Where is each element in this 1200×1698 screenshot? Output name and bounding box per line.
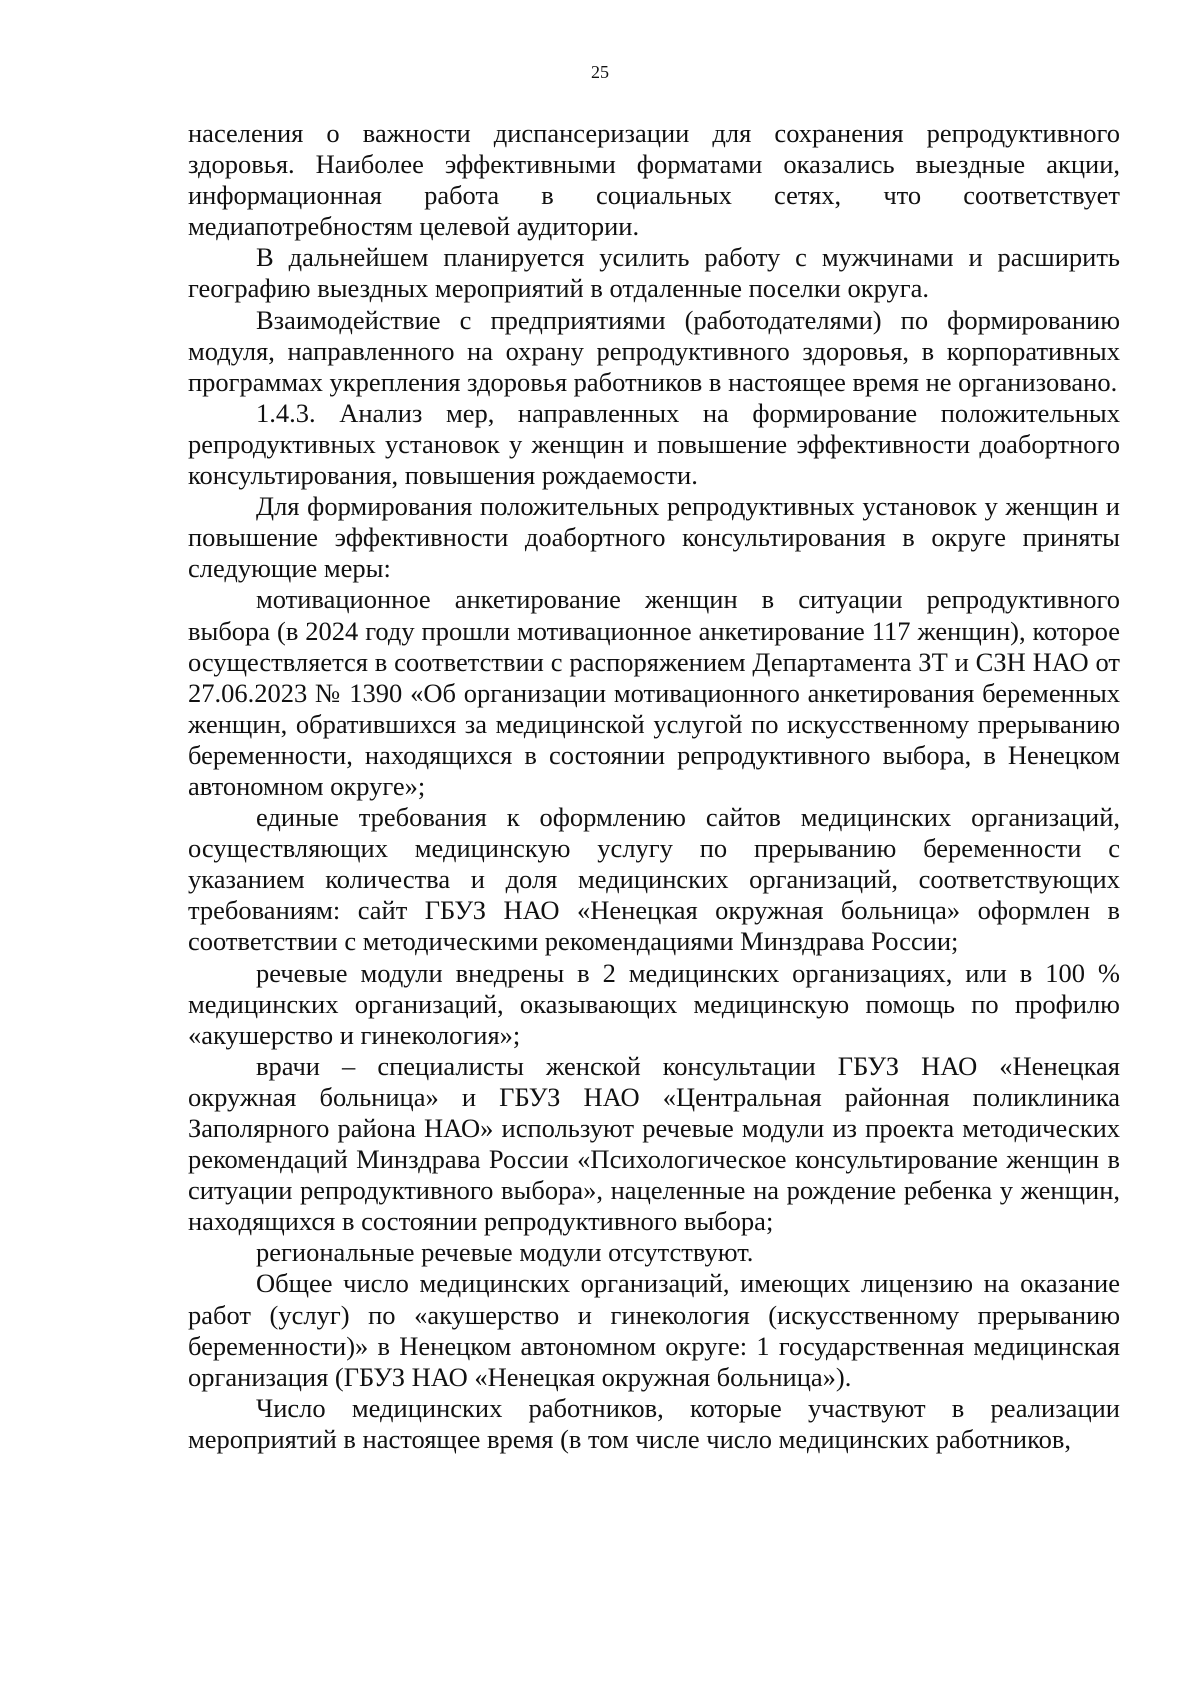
- list-item-regional-modules: региональные речевые модули отсутствуют.: [256, 1237, 754, 1268]
- list-item-questionnaire: мотивационное анкетирование женщин в ситуации репродуктивного выбора (в 2024 году прошли мотивационное анкетирование 117 женщин), которое осуществляется в соответствии с распоряжением Департамента ЗТ и СЗН НАО от 27.06.2023 № 1390 «Об организации мотивационного анкетирования беременных женщин, обратившихся за медицинской услугой по искусственному прерыванию беременности, находящихся в состоянии репродуктивного выбора, в Ненецком автономном округе»;: [188, 584, 1120, 801]
- paragraph-2: В дальнейшем планируется усилить работу с мужчинами и расширить географию выездных мероприятий в отдаленные поселки округа.: [188, 242, 1120, 304]
- paragraph-medical-workers: Число медицинских работников, которые участвуют в реализации мероприятий в настоящее время (в том числе число медицинских работников,: [188, 1392, 1120, 1454]
- list-item-speech-modules: речевые модули внедрены в 2 медицинских организациях, или в 100 % медицинских организаций, оказывающих медицинскую помощь по профилю «акушерство и гинекология»;: [188, 957, 1120, 1050]
- paragraph-organizations-count: Общее число медицинских организаций, имеющих лицензию на оказание работ (услуг) по «акушерство и гинекология (искусственному прерыванию беременности)» в Ненецком автономном округе: 1 государственная медицинская организация (ГБУЗ НАО «Ненецкая окружная больница»).: [188, 1268, 1120, 1392]
- paragraph-measures-intro: Для формирования положительных репродуктивных установок у женщин и повышение эффективности доабортного консультирования в округе приняты следующие меры:: [188, 491, 1120, 584]
- section-heading-1-4-3: 1.4.3. Анализ мер, направленных на формирование положительных репродуктивных установок у женщин и повышение эффективности доабортного консультирования, повышения рождаемости.: [188, 397, 1120, 491]
- paragraph-3: Взаимодействие с предприятиями (работодателями) по формированию модуля, направленного на охрану репродуктивного здоровья, в корпоративных программах укрепления здоровья работников в настоящее время не организовано.: [188, 304, 1120, 397]
- list-item-website-requirements: единые требования к оформлению сайтов медицинских организаций, осуществляющих медицинскую услугу по прерыванию беременности с указанием количества и доля медицинских организаций, соответствующих требованиям: сайт ГБУЗ НАО «Ненецкая окружная больница» оформлен в соответствии с методическими рекомендациями Минздрава России;: [188, 802, 1120, 957]
- document-body: [188, 118, 1120, 1455]
- list-item-doctors: врачи – специалисты женской консультации ГБУЗ НАО «Ненецкая окружная больница» и ГБУЗ НАО «Центральная районная поликлиника Заполярного района НАО» используют речевые модули из проекта методических рекомендаций Минздрава России «Психологическое консультирование женщин в ситуации репродуктивного выбора», нацеленные на рождение ребенка у женщин, находящихся в состоянии репродуктивного выбора;: [188, 1050, 1120, 1237]
- paragraph-1: населения о важности диспансеризации для сохранения репродуктивного здоровья. Наиболее эффективными форматами оказались выездные акции, информационная работа в социальных сетях, что соответствует медиапотребностям целевой аудитории.: [188, 118, 1120, 242]
- page-number: 25: [591, 62, 609, 82]
